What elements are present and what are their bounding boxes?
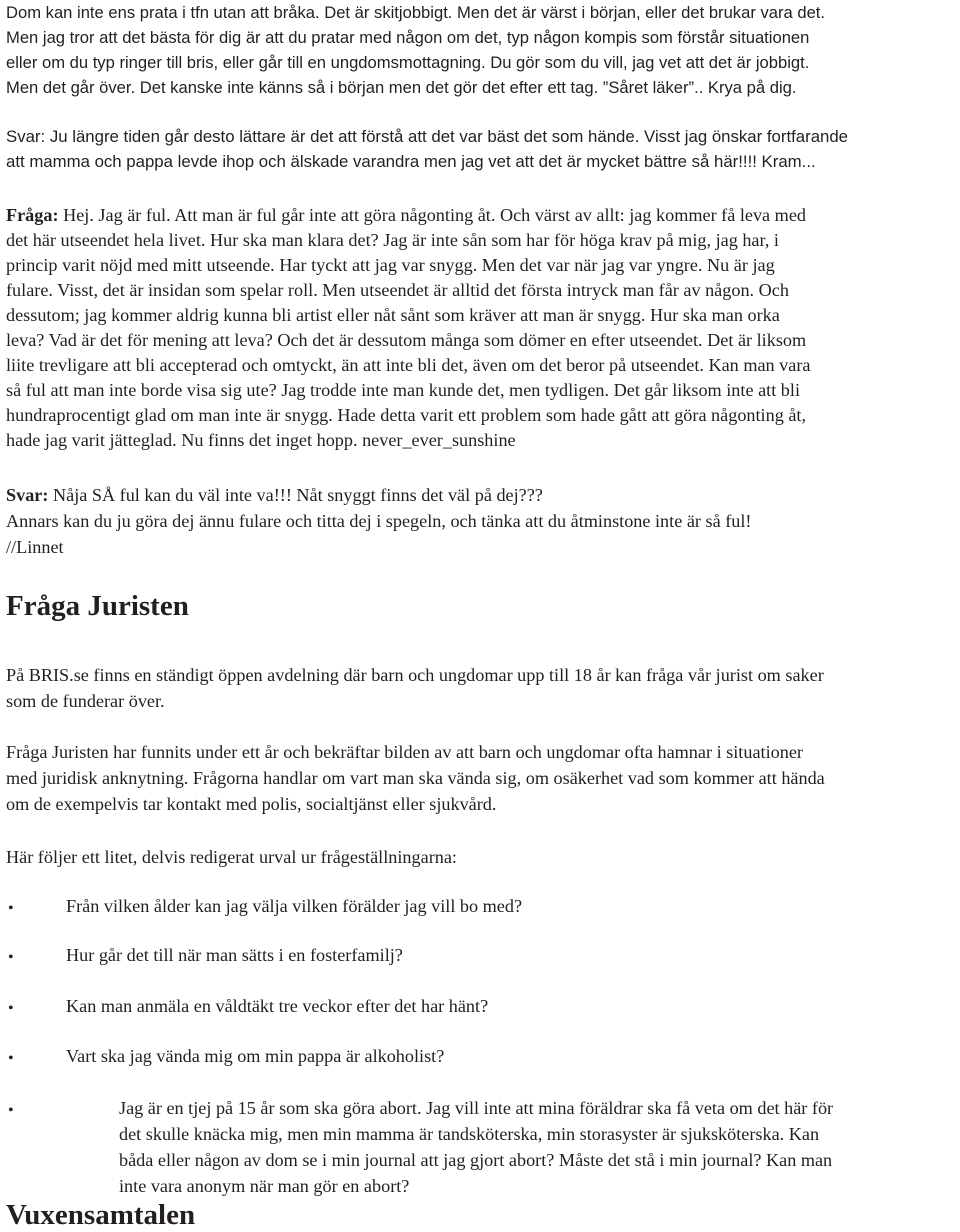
text-line: Men jag tror att det bästa för dig är att du pratar med någon om det, typ någon kompis som förstår situationen bbox=[6, 28, 810, 47]
paragraph-line: om de exempelvis tar kontakt med polis, socialtjänst eller sjukvård. bbox=[6, 794, 497, 814]
bullet-icon: • bbox=[8, 1102, 14, 1119]
text-line: Men det går över. Det kanske inte känns så i början men det gör det efter ett tag. ”Såret läker”.. Krya på dig. bbox=[6, 78, 797, 97]
bullet-icon: • bbox=[8, 900, 14, 917]
question-line: det här utseendet hela livet. Hur ska man klara det? Jag är inte sån som har för höga krav på mig, jag har, i bbox=[6, 230, 779, 250]
signature: //Linnet bbox=[6, 537, 64, 557]
list-item-line: det skulle knäcka mig, men min mamma är tandsköterska, min storasyster är sjuksköterska. Kan bbox=[119, 1124, 820, 1144]
question-line: Fråga: Hej. Jag är ful. Att man är ful går inte att göra någonting åt. Och värst av allt: jag kommer få leva med bbox=[6, 205, 806, 225]
list-item: Kan man anmäla en våldtäkt tre veckor efter det har hänt? bbox=[66, 996, 489, 1016]
bullet-icon: • bbox=[8, 949, 14, 966]
list-item: Hur går det till när man sätts i en fosterfamilj? bbox=[66, 945, 403, 965]
bullet-icon: • bbox=[8, 1000, 14, 1017]
paragraph-line: Här följer ett litet, delvis redigerat urval ur frågeställningarna: bbox=[6, 847, 457, 867]
question-line: hundraprocentigt glad om man inte är snygg. Hade detta varit ett problem som hade gått att göra någonting åt, bbox=[6, 405, 807, 425]
question-line: liite trevligare att bli accepterad och omtyckt, än att inte bli det, även om det beror på utseendet. Kan man vara bbox=[6, 355, 811, 375]
list-item-line: inte vara anonym när man gör en abort? bbox=[119, 1176, 410, 1196]
paragraph-line: Fråga Juristen har funnits under ett år och bekräftar bilden av att barn och ungdomar ofta hamnar i situationer bbox=[6, 742, 803, 762]
list-item: Vart ska jag vända mig om min pappa är alkoholist? bbox=[66, 1046, 445, 1066]
section-heading: Fråga Juristen bbox=[6, 590, 189, 622]
question-line: hade jag varit jätteglad. Nu finns det inget hopp. never_ever_sunshine bbox=[6, 430, 516, 450]
list-item: Från vilken ålder kan jag välja vilken förälder jag vill bo med? bbox=[66, 896, 523, 916]
paragraph-line: som de funderar över. bbox=[6, 691, 165, 711]
question-line: leva? Vad är det för mening att leva? Och det är dessutom många som dömer en efter utseendet. Det är liksom bbox=[6, 330, 807, 350]
text-line: eller om du typ ringer till bris, eller går till en ungdomsmottagning. Du gör som du vill, jag vet att det är jobbigt. bbox=[6, 53, 810, 72]
answer-line: Annars kan du ju göra dej ännu fulare och titta dej i spegeln, och tänka att du åtminstone inte är så ful! bbox=[6, 511, 752, 531]
answer-label: Svar: bbox=[6, 485, 49, 505]
answer-line: Svar: Ju längre tiden går desto lättare är det att förstå att det var bäst det som hände. Visst jag önskar fortfarande bbox=[6, 127, 849, 146]
question-line: så ful att man inte borde visa sig ute? Jag trodde inte man kunde det, men tydligen. Det går liksom inte att bli bbox=[6, 380, 800, 400]
answer-line: att mamma och pappa levde ihop och älskade varandra men jag vet att det är mycket bättre så här!!!! Kram... bbox=[6, 152, 816, 171]
question-line: princip varit nöjd med mitt utseende. Har tyckt att jag var snygg. Men det var när jag var yngre. Nu är jag bbox=[6, 255, 775, 275]
question-label: Fråga: bbox=[6, 205, 59, 225]
bullet-icon: • bbox=[8, 1050, 14, 1067]
question-line: fulare. Visst, det är insidan som spelar roll. Men utseendet är alltid det första intryck man får av någon. Och bbox=[6, 280, 789, 300]
list-item-line: Jag är en tjej på 15 år som ska göra abort. Jag vill inte att mina föräldrar ska få veta om det här för bbox=[119, 1098, 834, 1118]
question-line: dessutom; jag kommer aldrig kunna bli artist eller nåt sånt som kräver att man är snygg. Hur ska man orka bbox=[6, 305, 780, 325]
answer-line: Svar: Nåja SÅ ful kan du väl inte va!!! Nåt snyggt finns det väl på dej??? bbox=[6, 485, 543, 505]
text-line: Dom kan inte ens prata i tfn utan att bråka. Det är skitjobbigt. Men det är värst i början, eller det brukar vara det. bbox=[6, 3, 826, 22]
paragraph-line: med juridisk anknytning. Frågorna handlar om vart man ska vända sig, om osäkerhet vad som kommer att hända bbox=[6, 768, 825, 788]
list-item-line: båda eller någon av dom se i min journal att jag gjort abort? Måste det stå i min journal? Kan man bbox=[119, 1150, 833, 1170]
section-heading: Vuxensamtalen bbox=[6, 1199, 196, 1231]
paragraph-line: På BRIS.se finns en ständigt öppen avdelning där barn och ungdomar upp till 18 år kan fråga vår jurist om saker bbox=[6, 665, 824, 685]
